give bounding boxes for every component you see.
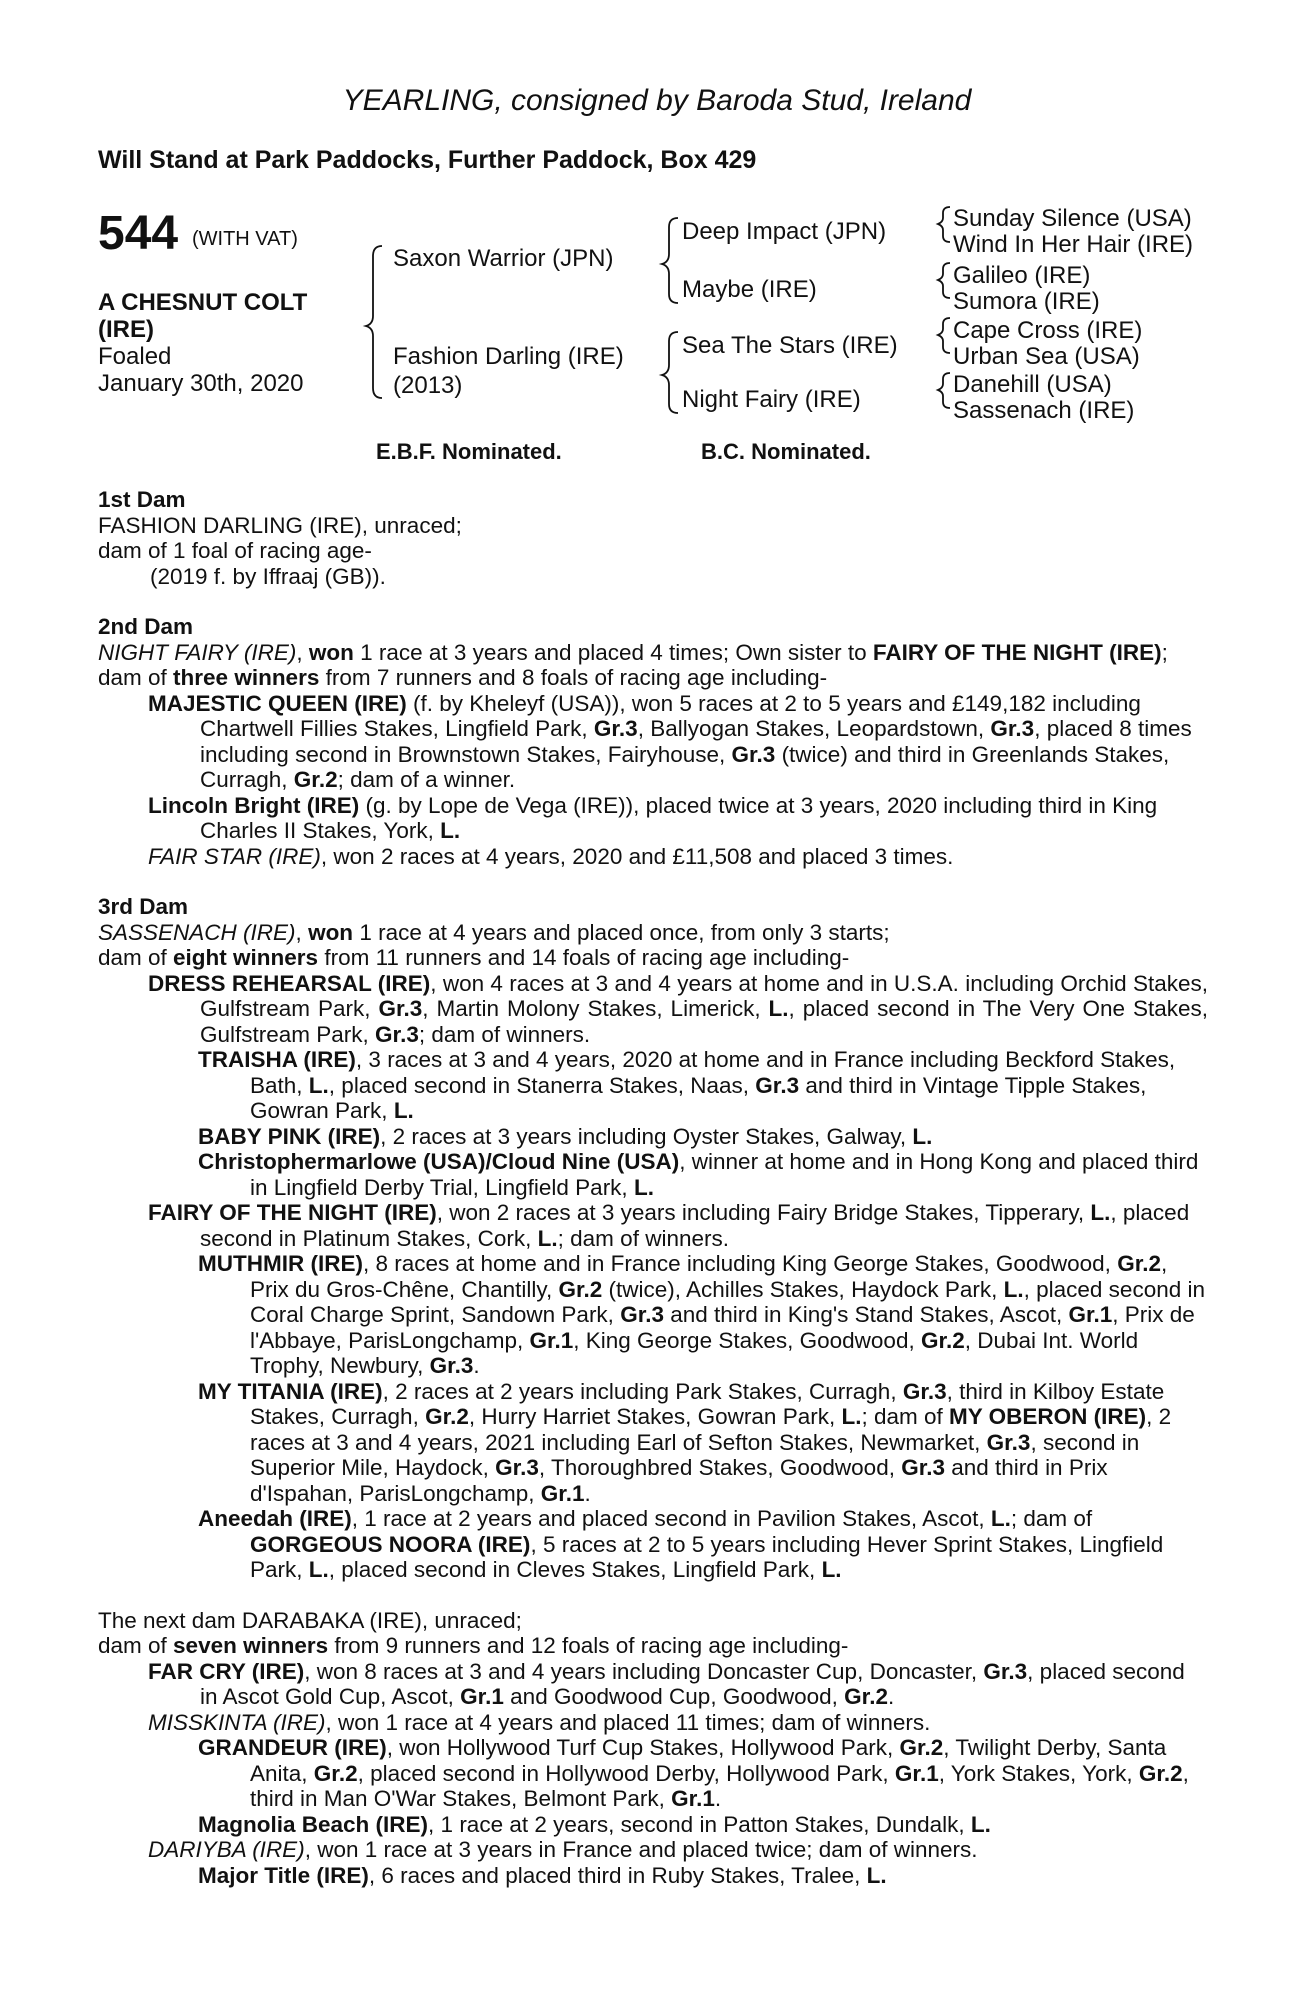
first-dam-produce: (2019 f. by Iffraaj (GB)).	[150, 563, 386, 589]
third-dam-produce-summary: dam of eight winners from 11 runners and 14 foals of racing age including-	[98, 945, 850, 970]
pedigree-brace-5	[938, 263, 950, 298]
produce-entry: FAR CRY (IRE), won 8 races at 3 and 4 years including Doncaster Cup, Doncaster, Gr.3, placed second in Ascot Gold Cup, Ascot, Gr.1 and Goodwood Cup, Goodwood, Gr.2.	[148, 1658, 1185, 1709]
pedigree-brace-3	[662, 332, 678, 413]
ebf-nomination: E.B.F. Nominated.	[376, 439, 562, 464]
produce-entry: Magnolia Beach (IRE), 1 race at 2 years, second in Patton Stakes, Dundalk, L.	[198, 1811, 991, 1837]
sire-dam-sire: Galileo (IRE)	[953, 262, 1091, 289]
produce-entry: MAJESTIC QUEEN (IRE) (f. by Kheleyf (USA)), won 5 races at 2 to 5 years and £149,182 including Chartwell Fillies Stakes, Lingfield Park, Gr.3, Ballyogan Stakes, Leopardstown, Gr.3, placed 8 times including second in Brownstown Stakes, Fairyhouse, Gr.3 (twice) and third in Greenlands Stakes, Curragh, Gr.2; dam of a winner.	[148, 690, 1192, 792]
bc-nomination: B.C. Nominated.	[701, 439, 871, 464]
third-dam-record: SASSENACH (IRE), won 1 race at 4 years and placed once, from only 3 starts;	[98, 919, 890, 945]
produce-entry: DRESS REHEARSAL (IRE), won 4 races at 3 and 4 years at home and in U.S.A. including Orchid Stakes, Gulfstream Park, Gr.3, Martin Molony Stakes, Limerick, L., placed second in The Very One Stakes, Gulfstream Park, Gr.3; dam of winners.	[148, 970, 1209, 1047]
dam-dam: Night Fairy (IRE)	[682, 386, 861, 413]
first-dam-line: FASHION DARLING (IRE), unraced;	[98, 512, 462, 538]
stand-location: Will Stand at Park Paddocks, Further Paddock, Box 429	[98, 146, 757, 174]
catalogue-body	[98, 487, 1208, 1913]
sire-dam-dam: Sumora (IRE)	[953, 288, 1100, 315]
sire-sire: Deep Impact (JPN)	[682, 218, 887, 245]
produce-entry: GRANDEUR (IRE), won Hollywood Turf Cup Stakes, Hollywood Park, Gr.2, Twilight Derby, Santa Anita, Gr.2, placed second in Hollywood Derby, Hollywood Park, Gr.1, York Stakes, York, Gr.2, third in Man O'War Stakes, Belmont Park, Gr.1.	[198, 1735, 1189, 1811]
vat-note: (WITH VAT)	[192, 228, 298, 250]
pedigree-brace-4	[938, 207, 950, 242]
next-dam-section	[98, 1608, 1208, 1889]
lot-country: (IRE)	[98, 316, 154, 343]
dam-sire-sire: Cape Cross (IRE)	[953, 317, 1143, 344]
lot-number: 544	[98, 207, 179, 260]
lot-description: A CHESNUT COLT	[98, 289, 308, 316]
dam-dam-dam: Sassenach (IRE)	[953, 397, 1135, 424]
produce-entry: Major Title (IRE), 6 races and placed third in Ruby Stakes, Tralee, L.	[198, 1862, 887, 1888]
pedigree-brace-7	[938, 373, 950, 408]
dam: Fashion Darling (IRE)	[393, 343, 624, 370]
third-dam-heading: 3rd Dam	[98, 894, 189, 919]
produce-entry: MY TITANIA (IRE), 2 races at 2 years including Park Stakes, Curragh, Gr.3, third in Kilboy Estate Stakes, Curragh, Gr.2, Hurry Harriet Stakes, Gowran Park, L.; dam of MY OBERON (IRE), 2 races at 3 and 4 years, 2021 including Earl of Sefton Stakes, Newmarket, Gr.3, second in Superior Mile, Haydock, Gr.3, Thoroughbred Stakes, Goodwood, Gr.3 and third in Prix d'Ispahan, ParisLongchamp, Gr.1.	[198, 1378, 1172, 1506]
dam-dam-sire: Danehill (USA)	[953, 371, 1112, 398]
third-dam-section	[98, 894, 1208, 1583]
produce-entry: BABY PINK (IRE), 2 races at 3 years including Oyster Stakes, Galway, L.	[198, 1123, 933, 1149]
first-dam-section	[98, 487, 1208, 589]
dam-year: (2013)	[393, 372, 463, 399]
foaled-label: Foaled	[98, 343, 172, 370]
next-dam-record: The next dam DARABAKA (IRE), unraced;	[98, 1607, 522, 1633]
sire-dam: Maybe (IRE)	[682, 276, 817, 303]
produce-entry: Christophermarlowe (USA)/Cloud Nine (USA), winner at home and in Hong Kong and placed third in Lingfield Derby Trial, Lingfield Park, L.	[198, 1149, 1199, 1200]
pedigree-brace-1	[366, 246, 382, 398]
produce-entry: Lincoln Bright (IRE) (g. by Lope de Vega (IRE)), placed twice at 3 years, 2020 including third in King Charles II Stakes, York, L.	[148, 792, 1158, 843]
next-dam-produce-summary: dam of seven winners from 9 runners and 12 foals of racing age including-	[98, 1633, 849, 1658]
produce-entry: MISSKINTA (IRE), won 1 race at 4 years and placed 11 times; dam of winners.	[148, 1709, 931, 1735]
dam-sire-dam: Urban Sea (USA)	[953, 343, 1140, 370]
pedigree-brace-6	[938, 318, 950, 353]
produce-entry: TRAISHA (IRE), 3 races at 3 and 4 years, 2020 at home and in France including Beckford Stakes, Bath, L., placed second in Stanerra Stakes, Naas, Gr.3 and third in Vintage Tipple Stakes, Gowran Park, L.	[198, 1047, 1176, 1123]
produce-entry: MUTHMIR (IRE), 8 races at home and in France including King George Stakes, Goodwood, Gr.2, Prix du Gros-Chêne, Chantilly, Gr.2 (twice), Achilles Stakes, Haydock Park, L., placed second in Coral Charge Sprint, Sandown Park, Gr.3 and third in King's Stand Stakes, Ascot, Gr.1, Prix de l'Abbaye, ParisLongchamp, Gr.1, King George Stakes, Goodwood, Gr.2, Dubai Int. World Trophy, Newbury, Gr.3.	[198, 1251, 1205, 1378]
dam-sire: Sea The Stars (IRE)	[682, 332, 898, 359]
catalogue-heading: YEARLING, consigned by Baroda Stud, Ireland	[342, 84, 972, 117]
produce-entry: FAIRY OF THE NIGHT (IRE), won 2 races at 3 years including Fairy Bridge Stakes, Tipperary, L., placed second in Platinum Stakes, Cork, L.; dam of winners.	[148, 1200, 1190, 1251]
produce-entry: Aneedah (IRE), 1 race at 2 years and placed second in Pavilion Stakes, Ascot, L.; dam of GORGEOUS NOORA (IRE), 5 races at 2 to 5 years including Hever Sprint Stakes, Lingfield Park, L., placed second in Cleves Stakes, Lingfield Park, L.	[198, 1506, 1164, 1582]
second-dam-heading: 2nd Dam	[98, 614, 194, 639]
second-dam-record: NIGHT FAIRY (IRE), won 1 race at 3 years and placed 4 times; Own sister to FAIRY OF THE NIGHT (IRE);	[98, 639, 1168, 665]
first-dam-line: dam of 1 foal of racing age-	[98, 538, 372, 563]
pedigree-brace-2	[662, 218, 678, 303]
second-dam-section	[98, 614, 1208, 869]
produce-entry: DARIYBA (IRE), won 1 race at 3 years in France and placed twice; dam of winners.	[148, 1837, 978, 1862]
second-dam-produce-summary: dam of three winners from 7 runners and 8 foals of racing age including-	[98, 665, 828, 690]
sire: Saxon Warrior (JPN)	[393, 245, 614, 272]
sire-sire-dam: Wind In Her Hair (IRE)	[953, 231, 1194, 258]
first-dam-heading: 1st Dam	[98, 487, 186, 512]
produce-entry: FAIR STAR (IRE), won 2 races at 4 years, 2020 and £11,508 and placed 3 times.	[148, 843, 954, 869]
sire-sire-sire: Sunday Silence (USA)	[953, 205, 1192, 232]
foaled-date: January 30th, 2020	[98, 370, 304, 397]
